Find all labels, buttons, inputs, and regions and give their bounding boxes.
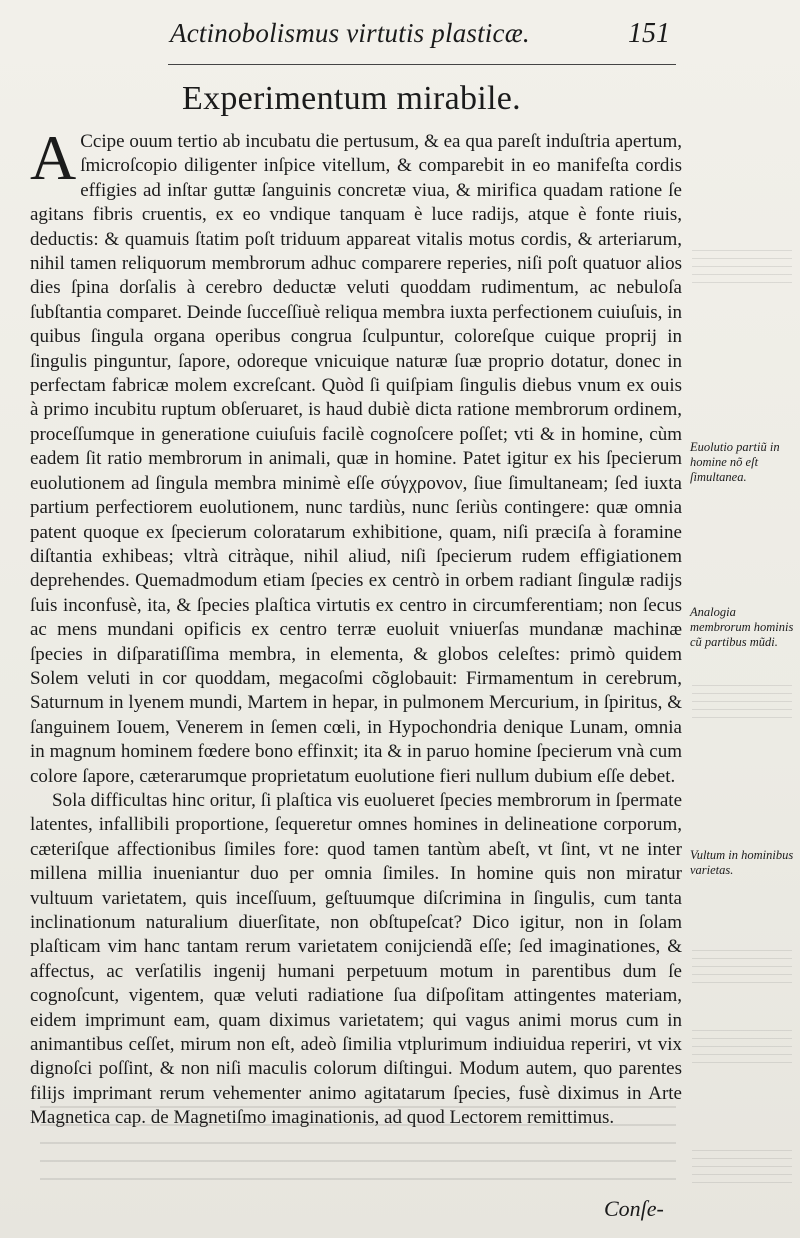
running-title: Actinobolismus virtutis plasticæ. bbox=[170, 18, 530, 48]
margin-note-evolutio: Euolutio partiũ in homine nõ eſt ſimultanea. bbox=[690, 440, 780, 484]
page-number: 151 bbox=[628, 18, 670, 49]
paragraph-1-text: Ccipe ouum tertio ab incubatu die pertusum, & ea qua pareſt induſtria apertum, ſmicroſcopio diligenter inſpice vitellum, & comparebit in eo manifeſta cordis effigies ad inſtar guttæ ſanguinis concretæ viua, & mirifica quadam ratione ſe agitans fibris cruentis, ex eo vndique tanquam è luce radijs, atque è fonte riuis, deductis: & quamuis ſtatim poſt triduum appareat vitalis motus cordis, & arteriarum, nihil tamen reliquorum membrorum adhuc comparere reperies, niſi poſt quatuor alios dies ſpina dorſalis à cerebro deductæ veluti quoddam rudimentum, ac nebuloſa ſubſtantia comparet. Deinde ſucceſſiuè reliqua membra iuxta perfectionem cuiuſuis, in quibus ſingula organa operibus congrua ſculpuntur, coloreſque cuique proprij in ſingulis pinguntur, ſapore, odoreque vnicuique naturæ ſuæ proprio dotatur, donec in perfectam fabricæ molem excreſcant. Quòd ſi quiſpiam ſingulis diebus vnum ex ouis à primo incubitu ruptum obſeruaret, is haud dubiè dicta ratione membrorum ordinem, proceſſumque in generatione cuiuſuis facilè cognoſcere poſſet; vti & in homine, cùm eadem ſit ratio membrorum in animali, quæ in homine. Patet igitur ex his ſpecierum euolutionem ad ſingula membra minimè eſſe σύγχρονον, ſiue ſimultaneam; ſed iuxta partium perfectiorem euolutionem, nunc tardiùs, nunc ſeriùs contingere: quæ omnia patent quoque ex ſpecierum coloratarum exhibitione, quam, niſi præciſa à foramine diſtantia exhibeas; vltrà citràque, nihil aliud, niſi ſpecierum rudem effigiationem deprehendes. Quemadmodum etiam ſpecies ex centrò in orbem radiant ſingulæ radijs ſuis inconfusè, ita, & ſpecies plaſtica virtutis ex centro in circumferentiam; non ſecus ac mens mundani opificis ex centro terræ euoluit vniuerſas mundanæ machinæ ſpecies in diſparatiſſima membra, in elementa, & globos celeſtes: primò quidem Solem veluti in cor quoddam, megacoſmi cõglobauit: Firmamentum in cerebrum, Saturnum in lyenem mundi, Martem in hepar, in pulmonem Mercurium, in ſpiritus, & ſanguinem Iouem, Venerem in ſemen cœli, in Hypochondria denique Lunam, omnia in magnum hominem fœdere bono effinxit; ita & in paruo homine ſpecierum vnà cum colore ſapore, cæterarumque proprietatum euolutione fieri nullum dubium eſſe debet. bbox=[30, 131, 682, 787]
section-heading: Experimentum mirabile. bbox=[182, 80, 521, 117]
running-head bbox=[170, 18, 670, 58]
bleed-through-mark bbox=[692, 250, 792, 290]
bleed-through-text bbox=[40, 1106, 676, 1184]
body-text bbox=[30, 122, 682, 1131]
catchword: Conſe- bbox=[604, 1196, 664, 1221]
header-rule bbox=[168, 64, 676, 65]
margin-note-vultum: Vultum in hominibus varietas. bbox=[690, 848, 794, 877]
paragraph-1 bbox=[30, 122, 682, 789]
bleed-through-mark bbox=[692, 685, 792, 725]
bleed-through-mark bbox=[692, 1150, 792, 1190]
bleed-through-mark bbox=[692, 1030, 792, 1070]
paragraph-2: Sola difficultas hinc oritur, ſi plaſtica vis euolueret ſpecies membrorum in ſpermate latentes, infallibili proportione, ſequeretur omnes homines in delineatione corporum, cæteriſque affectionibus ſimiles fore: quod tamen tantùm abeſt, vt ſint, vt ne inter millena millia inueniantur duo per omnia ſimiles. In homine quis non miratur vultuum varietatem, quis inceſſuum, geſtuumque diſcrimina in ſingulis, cum tanta inclinationum naturalium diuerſitate, non obſtupeſcat? Dico igitur, non in ſolam plaſticam vim hanc tantam rerum varietatem conijciendã eſſe; ſed imaginationes, & affectus, ac verſatilis ingenij humani perpetuum motum in parentibus dum ſe cognoſcunt, vigentem, quæ veluti radiatione ſua diſpoſitam attingentes materiam, eidem imprimunt eam, quam diximus varietatem; qui vagus animi morus cum in animantibus ceſſet, mirum non eſt, adeò ſimilia vtplurimum indiuidua reperiri, vt vix dignoſci poſſint, & non niſi maculis colorum diſtingui. Modum autem, quo parentes filijs imprimant rerum vehementer animo agitatarum ſpecies, fusè diximus in Arte Magnetica cap. de Magnetiſmo imaginationis, ad quod Lectorem remittimus. bbox=[30, 789, 682, 1129]
bleed-through-mark bbox=[692, 950, 792, 990]
drop-cap: A bbox=[30, 122, 77, 193]
margin-note-analogia: Analogia membrorum hominis cũ partibus mũdi. bbox=[690, 605, 794, 649]
